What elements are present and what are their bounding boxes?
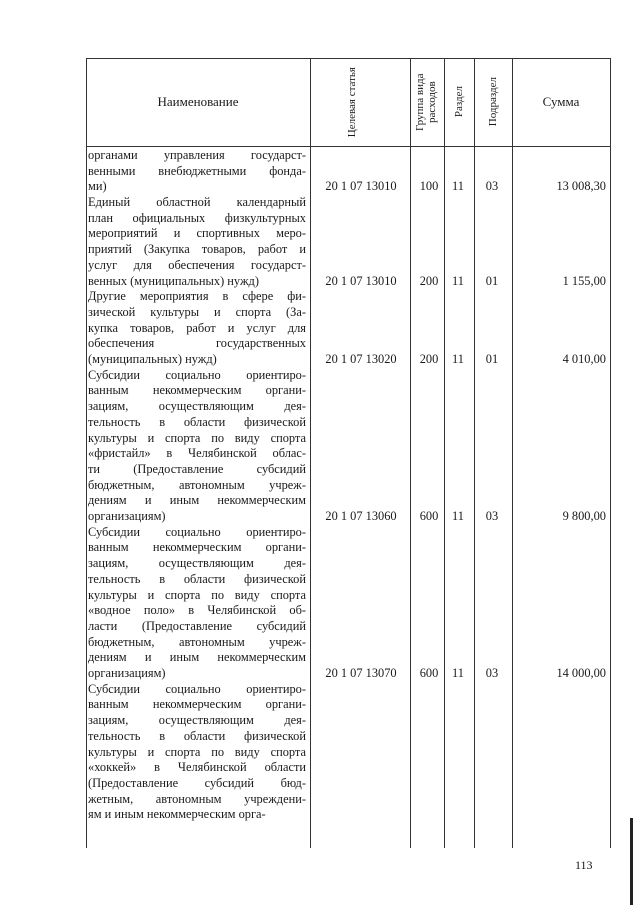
row-section: 11 <box>452 179 464 194</box>
row-name-line: бюджетным, автономным учреж- <box>88 634 306 649</box>
row-section: 11 <box>452 509 464 524</box>
column-divider <box>444 58 445 848</box>
row-name <box>88 368 306 525</box>
table-top-border <box>86 58 610 59</box>
row-group: 600 <box>419 509 439 524</box>
row-name-line: обеспечения государственных <box>88 336 306 351</box>
row-name-line: «хоккей» в Челябинской области <box>88 760 306 775</box>
column-divider <box>512 58 513 848</box>
row-name-line: дениям и иным некоммерческим <box>88 493 306 508</box>
row-name-line: культуры и спорта по виду спорта <box>88 587 306 602</box>
row-name-line: ласти (Предоставление субсидий <box>88 618 306 633</box>
table-row <box>86 525 610 682</box>
row-sum: 4 010,00 <box>562 352 606 367</box>
header-name <box>86 58 310 146</box>
row-name-line: зической культуры и спорта (За- <box>88 304 306 319</box>
column-divider <box>610 58 611 848</box>
header-group-text: Группа вида расходов <box>414 73 438 131</box>
row-name-line: «фристайл» в Челябинской облас- <box>88 446 306 461</box>
row-name-line: план официальных физкультурных <box>88 210 306 225</box>
row-target-code: 20 1 07 13010 <box>325 273 397 288</box>
row-name-line: органами управления государст- <box>88 148 306 162</box>
row-name-line: мероприятий и спортивных меро- <box>88 226 306 241</box>
row-target-code: 20 1 07 13070 <box>325 666 397 681</box>
row-name <box>88 195 306 289</box>
row-name-line: Субсидии социально ориентиро- <box>88 681 306 696</box>
row-name-line: тельность в области физической <box>88 571 306 586</box>
header-target-text: Целевая статья <box>346 66 358 138</box>
row-name-line: дениям и иным некоммерческим <box>88 650 306 665</box>
header-subsection <box>474 58 512 146</box>
table-row <box>86 682 610 823</box>
row-sum: 14 000,00 <box>556 666 606 681</box>
row-name-line: (Предоставление субсидий бюд- <box>88 775 306 790</box>
row-name-line: услуг для обеспечения государст- <box>88 257 306 272</box>
header-sum <box>512 58 610 146</box>
table-row <box>86 195 610 289</box>
row-section: 11 <box>452 666 464 681</box>
scan-edge-mark <box>630 818 633 905</box>
row-name-line: культуры и спорта по виду спорта <box>88 744 306 759</box>
column-divider <box>410 58 411 848</box>
row-name-line: приятий (Закупка товаров, работ и <box>88 242 306 257</box>
row-name-line: купка товаров, работ и услуг для <box>88 320 306 335</box>
budget-table <box>86 58 610 848</box>
row-target-code: 20 1 07 13060 <box>325 509 397 524</box>
column-divider <box>474 58 475 848</box>
row-name <box>88 682 306 823</box>
row-name-line: зациям, осуществляющим дея- <box>88 556 306 571</box>
row-sum: 9 800,00 <box>562 509 606 524</box>
column-divider <box>86 58 87 848</box>
row-sum: 13 008,30 <box>556 179 606 194</box>
row-subsection: 03 <box>485 509 499 524</box>
page-number: 113 <box>575 858 593 872</box>
row-section: 11 <box>452 352 464 367</box>
header-section <box>444 58 474 146</box>
header-name-text: Наименование <box>157 94 239 109</box>
row-name-line: культуры и спорта по виду спорта <box>88 430 306 445</box>
row-name-line: Субсидии социально ориентиро- <box>88 524 306 539</box>
row-name-line: тельность в области физической <box>88 728 306 743</box>
header-subsection-text: Подраздел <box>487 77 499 127</box>
row-group: 200 <box>419 352 439 367</box>
column-divider <box>310 58 311 848</box>
header-section-text: Раздел <box>453 86 465 118</box>
row-name <box>88 289 306 367</box>
row-name-line: тельность в области физической <box>88 414 306 429</box>
row-sum: 1 155,00 <box>562 273 606 288</box>
row-name-line: ванным некоммерческим органи- <box>88 383 306 398</box>
row-name-line: венными внебюджетными фонда- <box>88 163 306 178</box>
row-target-code: 20 1 07 13010 <box>325 179 397 194</box>
row-name-line: ти (Предоставление субсидий <box>88 461 306 476</box>
row-name-line: организациям) <box>88 508 166 523</box>
table-row <box>86 368 610 525</box>
header-sum-text: Сумма <box>542 94 580 109</box>
header-bottom-border <box>86 146 610 147</box>
row-name-line: Другие мероприятия в сфере фи- <box>88 289 306 304</box>
row-name-line: ванным некоммерческим органи- <box>88 697 306 712</box>
row-target-code: 20 1 07 13020 <box>325 352 397 367</box>
row-name-line: «водное поло» в Челябинской об- <box>88 603 306 618</box>
row-name-line: жетным, автономным учреждени- <box>88 791 306 806</box>
row-group: 200 <box>419 273 439 288</box>
row-subsection: 03 <box>485 666 499 681</box>
row-name-line: бюджетным, автономным учреж- <box>88 477 306 492</box>
row-name-line: (муниципальных) нужд) <box>88 352 217 367</box>
row-name-line: зациям, осуществляющим дея- <box>88 399 306 414</box>
row-section: 11 <box>452 273 464 288</box>
row-name-line: организациям) <box>88 665 166 680</box>
row-name-line: Единый областной календарный <box>88 195 306 210</box>
row-name-line: ям и иным некоммерческим орга- <box>88 807 266 822</box>
table-row <box>86 289 610 368</box>
row-group: 600 <box>419 666 439 681</box>
row-name-line: ванным некоммерческим органи- <box>88 540 306 555</box>
row-name-line: венных (муниципальных) нужд) <box>88 273 259 288</box>
row-name <box>88 525 306 682</box>
row-subsection: 01 <box>485 273 499 288</box>
row-subsection: 03 <box>485 179 499 194</box>
row-name-line: Субсидии социально ориентиро- <box>88 367 306 382</box>
header-target <box>310 58 410 146</box>
row-subsection: 01 <box>485 352 499 367</box>
header-group <box>410 58 444 146</box>
row-name <box>88 148 306 195</box>
table-row <box>86 148 610 195</box>
row-name-line: ми) <box>88 179 107 194</box>
row-name-line: зациям, осуществляющим дея- <box>88 713 306 728</box>
row-group: 100 <box>419 179 439 194</box>
